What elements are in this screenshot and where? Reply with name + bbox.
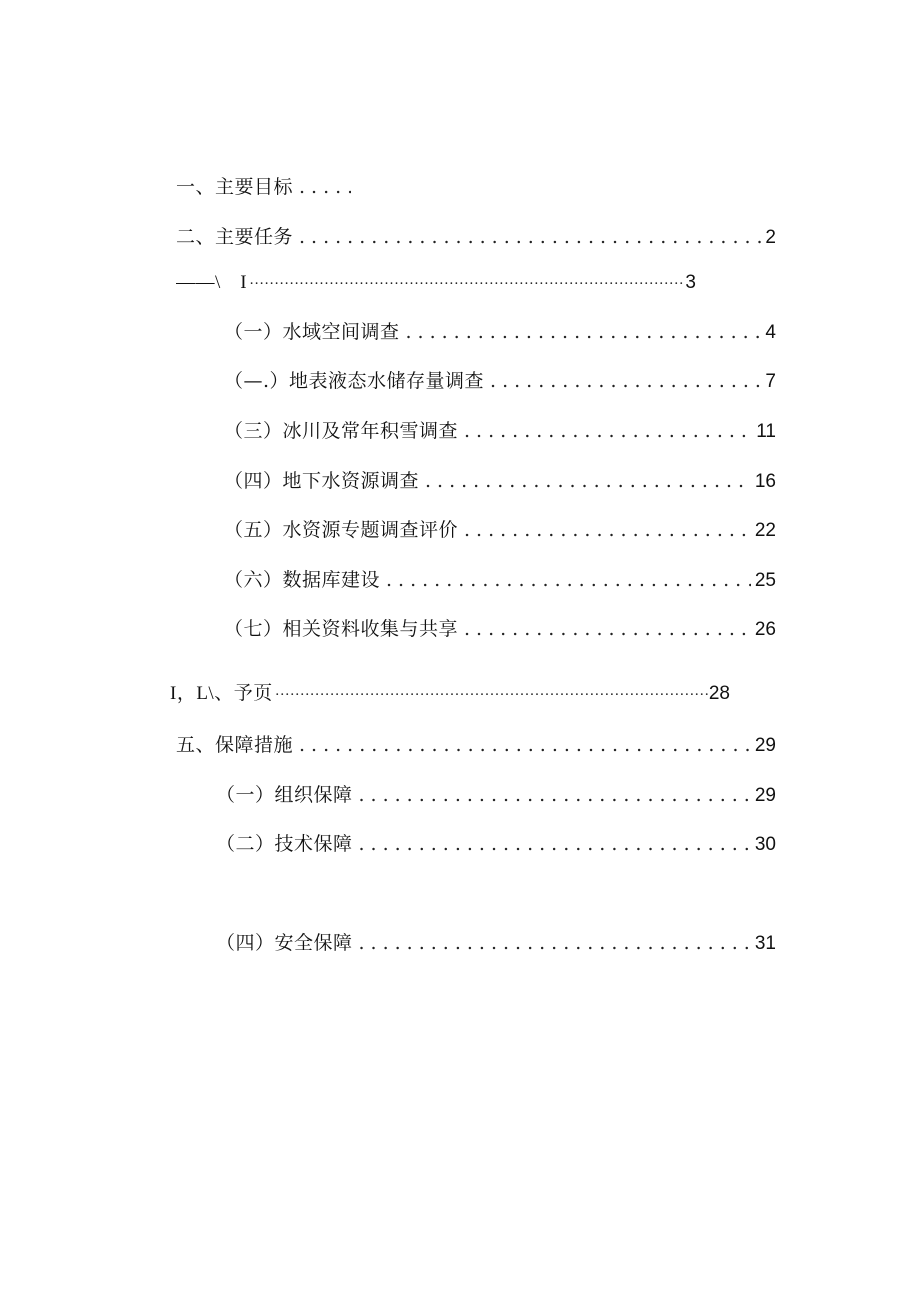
toc-entry-title: （二）技术保障 xyxy=(216,833,353,855)
toc-entry-glacier[interactable] xyxy=(224,418,776,445)
toc-entry-page: 29 xyxy=(754,785,776,806)
toc-entry-title: （七）相关资料收集与共享 xyxy=(224,618,459,640)
dot-leader xyxy=(425,468,751,494)
toc-entry-section-four[interactable] xyxy=(170,681,730,708)
toc-entry-title: （一）组织保障 xyxy=(216,784,353,806)
toc-entry-page: 29 xyxy=(754,735,776,756)
toc-entry-title: 二、主要任务 xyxy=(176,226,294,248)
toc-entry-page: 22 xyxy=(754,520,776,541)
toc-entry-title: （三）冰川及常年积雪调查 xyxy=(224,420,459,442)
toc-entry-page: 31 xyxy=(754,933,776,954)
toc-entry-page: 3 xyxy=(685,272,696,293)
toc-entry-title: （四）安全保障 xyxy=(216,932,353,954)
toc-entry-special-survey[interactable] xyxy=(224,517,776,544)
dot-leader xyxy=(386,567,751,593)
dot-leader xyxy=(464,418,752,444)
dot-leader xyxy=(406,319,762,345)
toc-entry-page: 26 xyxy=(754,619,776,640)
toc-entry-title: I，L\、予页 xyxy=(170,683,273,704)
dot-leader xyxy=(359,831,751,857)
dot-leader xyxy=(464,517,751,543)
toc-entry-title: （五）水资源专题调查评价 xyxy=(224,519,459,541)
toc-entry-title: 五、保障措施 xyxy=(176,734,294,756)
dot-leader xyxy=(299,224,761,250)
dot-leader xyxy=(299,174,351,200)
toc-entry-page: 7 xyxy=(765,371,776,392)
dot-leader xyxy=(490,368,761,394)
toc-entry-surface-water[interactable] xyxy=(224,368,776,395)
toc-entry-page: 16 xyxy=(754,471,776,492)
toc-entry-page: 30 xyxy=(754,834,776,855)
dot-leader xyxy=(249,271,685,297)
toc-entry-title: （六）数据库建设 xyxy=(224,569,381,591)
toc-entry-page: 28 xyxy=(708,683,730,704)
toc-entry-main-tasks[interactable] xyxy=(176,224,776,251)
toc-entry-safeguards[interactable] xyxy=(176,732,776,759)
toc-entry-main-goals[interactable] xyxy=(176,174,376,200)
toc-entry-section-three[interactable] xyxy=(176,270,696,297)
toc-entry-technical[interactable] xyxy=(216,831,776,858)
toc-entry-title: （一）水域空间调查 xyxy=(224,321,400,343)
toc-entry-title: 一、主要目标 xyxy=(176,176,294,198)
dot-leader xyxy=(275,682,709,708)
dot-leader xyxy=(464,616,751,642)
toc-entry-page: 2 xyxy=(765,227,776,248)
toc-entry-title: ——\ I xyxy=(176,272,248,293)
toc-entry-security[interactable] xyxy=(216,930,776,957)
toc-entry-title: （四）地下水资源调查 xyxy=(224,470,420,492)
toc-entry-groundwater[interactable] xyxy=(224,468,776,495)
dot-leader xyxy=(299,732,751,758)
toc-entry-data-sharing[interactable] xyxy=(224,616,776,643)
toc-entry-title: （—.）地表液态水储存量调查 xyxy=(224,370,485,392)
toc-entry-page: 4 xyxy=(765,322,776,343)
toc-entry-page: 11 xyxy=(756,421,776,442)
dot-leader xyxy=(359,930,751,956)
toc-entry-organization[interactable] xyxy=(216,782,776,809)
toc-entry-page: 25 xyxy=(754,570,776,591)
toc-entry-water-space[interactable] xyxy=(224,319,776,346)
toc-entry-database[interactable] xyxy=(224,567,776,594)
dot-leader xyxy=(359,782,751,808)
